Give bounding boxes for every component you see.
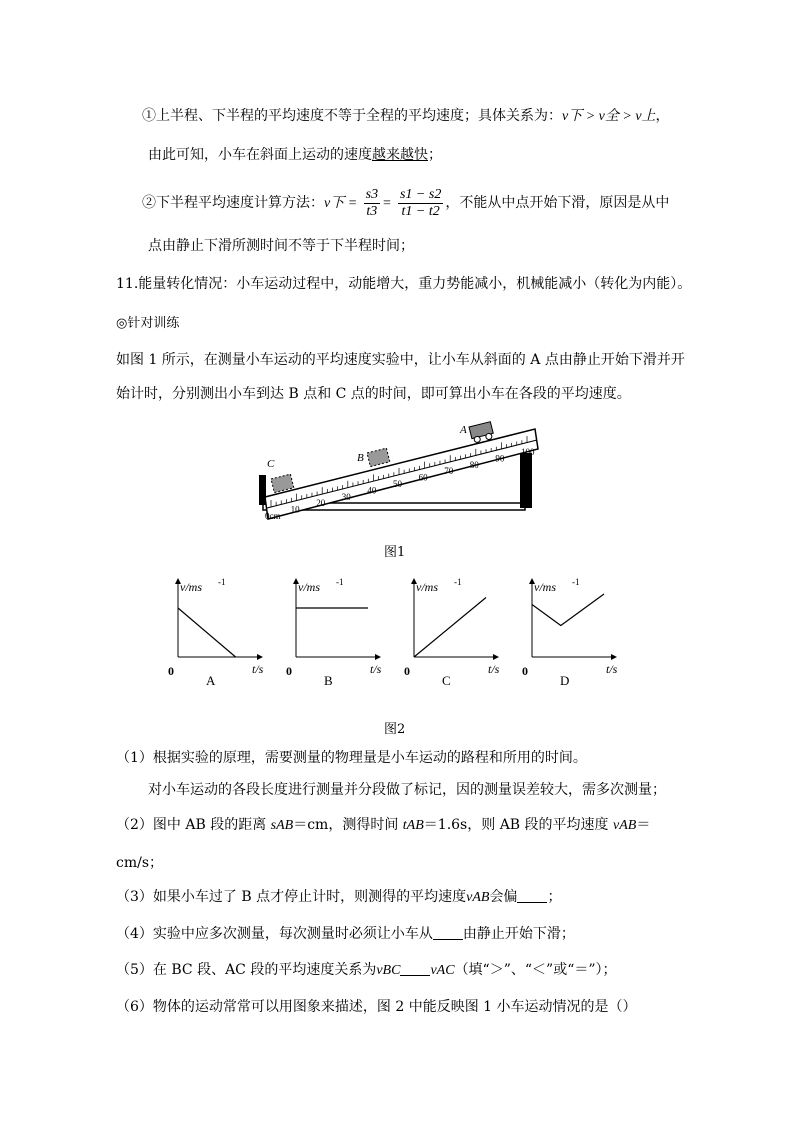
q4-answer-blank[interactable] — [433, 925, 463, 940]
summary-item1 — [142, 106, 670, 127]
y-axis-label-sup: -1 — [336, 577, 344, 587]
graph-letter: B — [324, 673, 333, 688]
label-a: A — [460, 424, 467, 436]
summary-item1-end: ， — [655, 108, 670, 124]
summary-item2-after: ，不能从中点开始下滑，原因是从中 — [445, 195, 670, 211]
ruler-label: 80 — [469, 459, 479, 470]
frac1-den: t3 — [366, 203, 378, 219]
graph-letter: A — [206, 673, 216, 688]
figure1-caption: 图1 — [384, 545, 406, 560]
q4-end: 由静止开始下滑； — [462, 926, 575, 942]
vt-graph-B — [286, 577, 382, 688]
vt-line — [414, 598, 486, 658]
x-axis-label: t/s — [606, 662, 618, 676]
q3-var: vAB — [466, 890, 490, 905]
x-axis-label: t/s — [370, 662, 382, 676]
origin-label: 0 — [404, 664, 410, 678]
summary-item2-text: ②下半程平均速度计算方法： — [142, 195, 324, 211]
summary-item2-lhs: v下 = — [324, 196, 358, 211]
question-5 — [116, 960, 617, 981]
q2-mid2: ＝1.6s，则 AB 段的平均速度 — [423, 817, 613, 833]
question-6: （6）物体的运动常常可以用图象来描述，图 2 中能反映图 1 小车运动情况的是（） — [116, 999, 637, 1015]
q2-var-tab: tAB — [402, 818, 424, 833]
figure2-caption: 图2 — [384, 722, 406, 737]
q5-answer-blank[interactable] — [400, 961, 430, 976]
ruler-label: 0cm — [265, 511, 281, 521]
vt-graph-C — [404, 577, 500, 688]
q2-mid: ＝cm，测得时间 — [293, 817, 403, 833]
vt-line — [532, 594, 604, 626]
q3-answer-blank[interactable] — [517, 888, 547, 903]
summary-item1b — [148, 145, 442, 165]
vt-line — [178, 608, 236, 657]
q2-var-sab: sAB — [270, 818, 294, 833]
summary-item11: 11.能量转化情况：小车运动过程中，动能增大，重力势能减小，机械能减小（转化为内能）。 — [116, 276, 692, 292]
y-axis-label-sup: -1 — [218, 577, 226, 587]
y-axis-label: v/ms — [534, 580, 556, 594]
ruler-label: 100 — [521, 447, 535, 457]
training-intro-2: 始计时，分别测出小车到达 B 点和 C 点的时间，即可算出小车在各段的平均速度。 — [116, 386, 631, 402]
x-axis-label: t/s — [488, 662, 500, 676]
frac2-num: s1 − s2 — [399, 186, 442, 202]
question-3 — [116, 887, 561, 908]
training-intro-1: 如图 1 所示，在测量小车运动的平均速度实验中，让小车从斜面的 A 点由静止开始下滑并开 — [116, 352, 685, 368]
ruler-label: 70 — [444, 466, 454, 477]
origin-label: 0 — [286, 664, 292, 678]
origin-label: 0 — [168, 664, 174, 678]
cart-at-b — [367, 448, 390, 466]
question-1: （1）根据实验的原理，需要测量的物理量是小车运动的路程和所用的时间。 — [116, 750, 587, 766]
ruler-label: 90 — [495, 453, 505, 464]
q5-end: （填“＞”、“＜”或“＝”）； — [454, 962, 617, 978]
y-axis-label: v/ms — [180, 580, 202, 594]
summary-underline: 越来越快 — [372, 147, 428, 163]
y-axis-label: v/ms — [416, 580, 438, 594]
label-c: C — [267, 458, 275, 470]
question-2 — [116, 815, 650, 836]
q4-pre: （4）实验中应多次测量，每次测量时必须让小车从 — [116, 926, 433, 942]
ruler-label: 40 — [367, 485, 377, 496]
q5-var-vac: vAC — [430, 963, 455, 978]
origin-label: 0 — [522, 664, 528, 678]
q3-end2: ； — [547, 889, 562, 905]
fraction-s1s2-t1t2 — [398, 187, 443, 220]
cart-at-c — [271, 474, 294, 492]
ruler-label: 60 — [418, 472, 428, 483]
frac1-num: s3 — [365, 186, 379, 202]
ruler-label: 10 — [290, 504, 300, 515]
q2-pre: （2）图中 AB 段的距离 — [116, 817, 271, 833]
frac2-den: t1 − t2 — [401, 203, 440, 219]
stopper — [259, 475, 266, 505]
question-4 — [116, 924, 575, 944]
ruler-label: 20 — [316, 498, 326, 509]
question-2b: cm/s； — [116, 855, 164, 871]
y-axis-label: v/ms — [298, 580, 320, 594]
x-axis-label: t/s — [252, 662, 264, 676]
q3-pre: （3）如果小车过了 B 点才停止计时，则测得的平均速度 — [116, 889, 467, 905]
figure2-graphs — [160, 575, 640, 695]
question-1b: 对小车运动的各段长度进行测量并分段做了标记，因的测量误差较大，需多次测量； — [148, 782, 666, 798]
q2-var-vab: vAB — [613, 818, 637, 833]
ruler-label: 50 — [393, 479, 402, 489]
graph-letter: C — [442, 673, 451, 688]
vt-graph-A — [168, 577, 264, 688]
q2-end: ＝ — [636, 817, 651, 833]
q3-end: 会偏 — [489, 889, 518, 905]
vt-graph-D — [522, 577, 618, 688]
ruler-label: 30 — [341, 491, 351, 502]
q5-var-vbc: vBC — [376, 963, 401, 978]
summary-item1-text: ①上半程、下半程的平均速度不等于全程的平均速度；具体关系为： — [142, 108, 562, 124]
y-axis-label-sup: -1 — [572, 577, 580, 587]
summary-item1b-prefix: 由此可知，小车在斜面上运动的速度 — [148, 147, 372, 163]
summary-item2: ②下半程平均速度计算方法：v下 = $\frac{s3}{t3}$ = $\frac{s1 - s2}{t1 - t2}$ ，不能从中点开始下滑，原因是从中 — [142, 186, 670, 219]
summary-item2b: 点由静止下滑所测时间不等于下半程时间； — [148, 238, 414, 254]
y-axis-label-sup: -1 — [454, 577, 462, 587]
graph-letter: D — [560, 673, 570, 688]
q5-pre: （5）在 BC 段、AC 段的平均速度关系为 — [116, 962, 377, 978]
label-b: B — [357, 452, 364, 464]
incline-support — [520, 453, 532, 508]
summary-item1b-end: ； — [428, 147, 442, 163]
training-heading: ◎针对训练 — [116, 316, 180, 331]
fraction-s3-t3 — [364, 187, 380, 220]
summary-item1-relation: v下 > v全 > v上 — [562, 109, 656, 124]
figure1-incline — [255, 415, 545, 530]
